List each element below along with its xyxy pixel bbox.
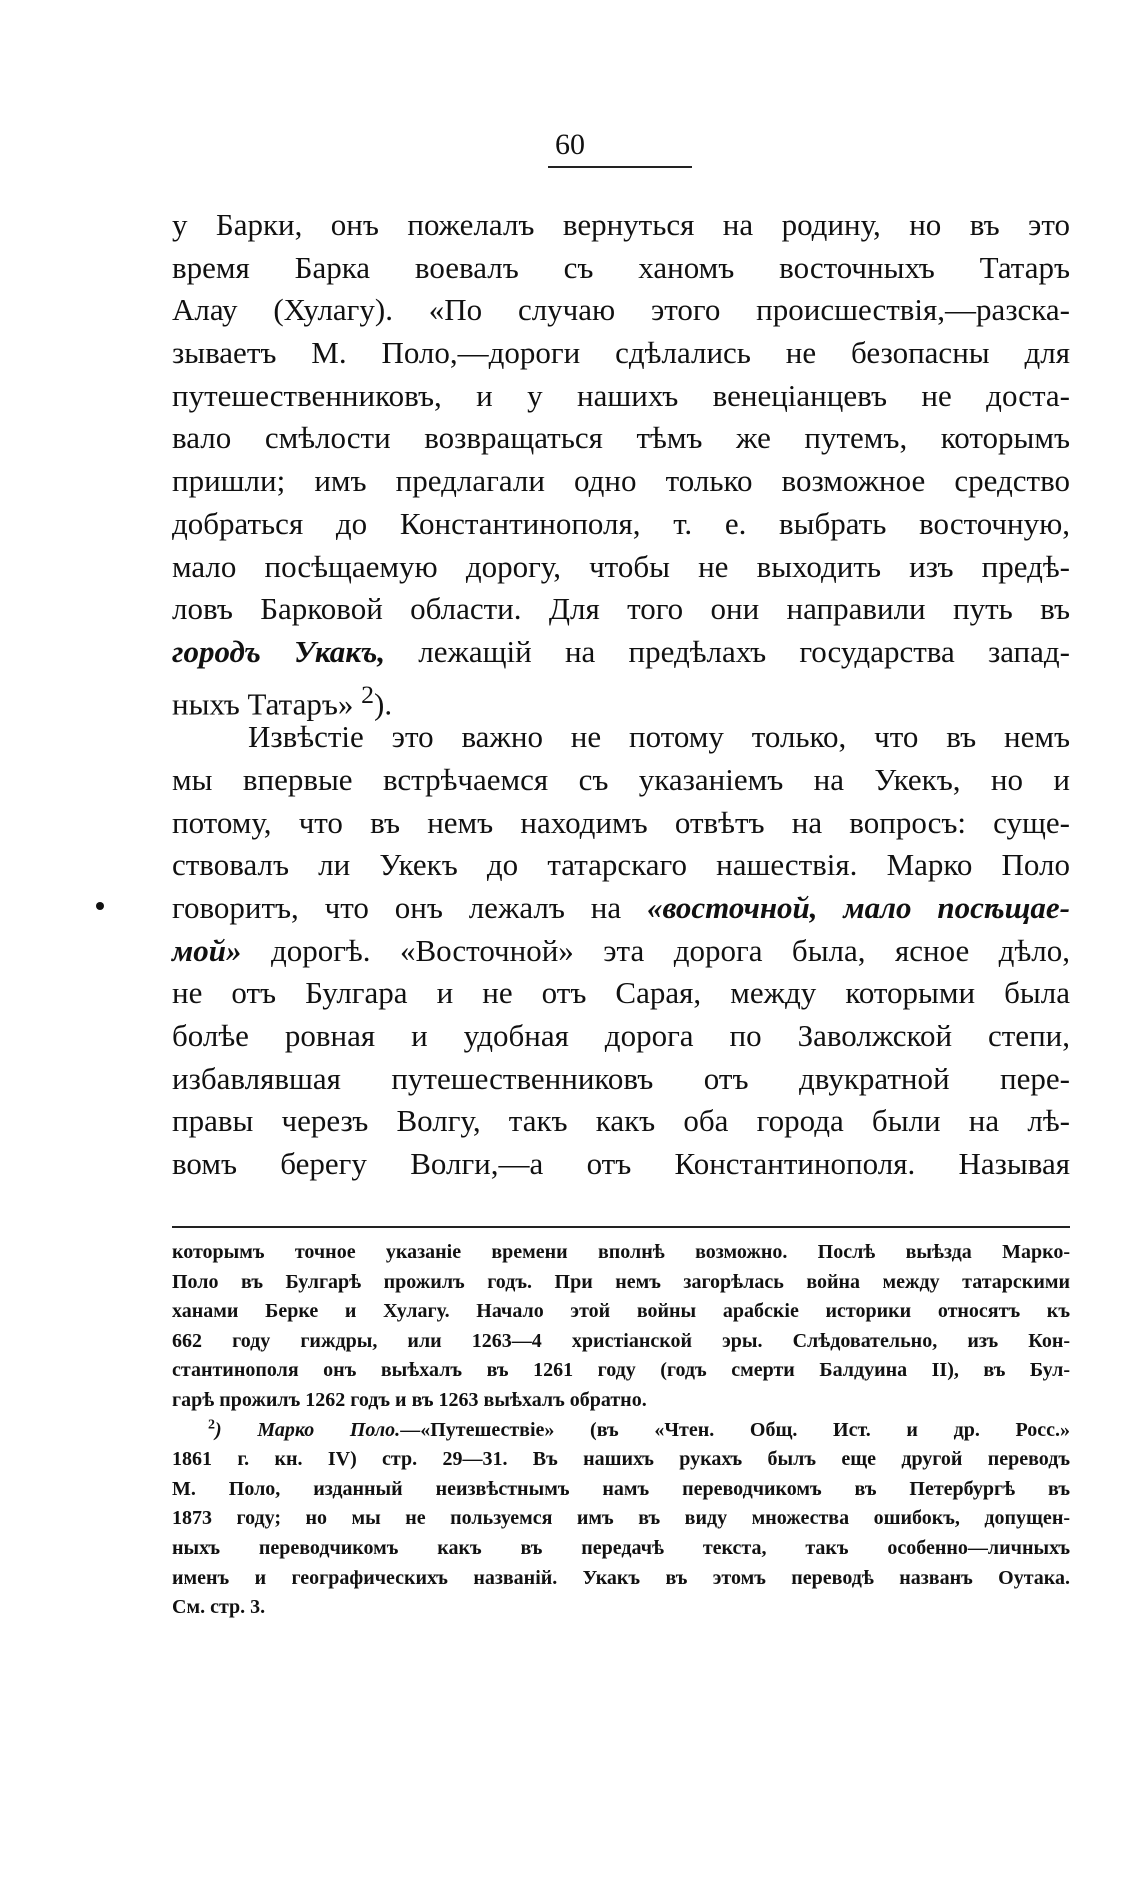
footnote-line: именъ и географическихъ названій. Укакъ въ этомъ переводѣ названъ Оутака. — [172, 1566, 1070, 1589]
text-line: городъ Укакъ, лежащій на предѣлахъ государства запад- — [172, 633, 1070, 669]
text-line: ловъ Барковой области. Для того они направили путь въ — [172, 591, 1070, 627]
paragraph-first-line: Извѣстіе это важно не потому только, что въ немъ — [248, 719, 1070, 755]
text-line: не отъ Булгара и не отъ Сарая, между которыми была — [172, 975, 1070, 1011]
footnote-line: гарѣ прожилъ 1262 годъ и въ 1263 выѣхалъ обратно. — [172, 1388, 647, 1411]
text-line: вомъ берегу Волги,—а отъ Константинополя. Называя — [172, 1146, 1070, 1182]
text-line: путешественниковъ, и у нашихъ венеціанцевъ не доста- — [172, 377, 1070, 413]
footnote-marker: 2 — [208, 1416, 215, 1432]
text-line: вало смѣлости возвращаться тѣмъ же путемъ, которымъ — [172, 420, 1070, 456]
main-text — [172, 204, 1070, 1186]
text-line: пришли; имъ предлагали одно только возможное средство — [172, 463, 1070, 499]
text-line: болѣе ровная и удобная дорога по Заволжской степи, — [172, 1018, 1070, 1054]
footnote-line: 662 году гиждры, или 1263—4 христіанской эры. Слѣдовательно, изъ Кон- — [172, 1329, 1070, 1352]
footnote-reference: 2 — [361, 679, 375, 709]
footnote-line: ханами Берке и Хулагу. Начало этой войны арабскіе историки относятъ къ — [172, 1300, 1070, 1323]
footnote-line: Поло въ Булгарѣ прожилъ годъ. При немъ загорѣлась война между татарскими — [172, 1270, 1070, 1293]
footnote-line: которымъ точное указаніе времени вполнѣ возможно. Послѣ выѣзда Марко- — [172, 1241, 1070, 1263]
footnote-line: ныхъ переводчикомъ какъ въ передачѣ текста, такъ особенно—личныхъ — [172, 1536, 1070, 1559]
text-line: правы черезъ Волгу, такъ какъ оба города были на лѣ- — [172, 1103, 1070, 1139]
footnote-line: 1873 году; но мы не пользуемся имъ въ виду множества ошибокъ, допущен- — [172, 1507, 1070, 1530]
footnote-2-start: $^2$) Марко Поло.—«Путешествіе» (въ «Чтен. Общ. Ист. и др. Росс.» — [208, 1416, 1070, 1441]
italic-quote: «восточной, мало посѣщае- — [646, 890, 1070, 925]
text-line: говоритъ, что онъ лежалъ на «восточной, мало посѣщае- — [172, 890, 1070, 925]
italic-place-name: городъ Укакъ, — [172, 633, 386, 669]
footnote-line: См. стр. 3. — [172, 1596, 266, 1619]
text-line: время Барка воевалъ съ ханомъ восточныхъ Татаръ — [172, 249, 1070, 285]
footnotes — [172, 1238, 1070, 1623]
text-line: Алау (Хулагу). «По случаю этого происшествія,—разска- — [172, 292, 1070, 328]
header-rule — [548, 166, 692, 168]
text-line: добраться до Константинополя, т. е. выбрать восточную, — [172, 505, 1070, 541]
text-line: мой» дорогѣ. «Восточной» эта дорога была, ясное дѣло, — [172, 932, 1070, 968]
text-line: мало посѣщаемую дорогу, чтобы не выходить изъ предѣ- — [172, 548, 1070, 584]
text-line: избавлявшая путешественниковъ отъ двукратной пере- — [172, 1060, 1070, 1096]
text-line: у Барки, онъ пожелалъ вернуться на родину, но въ это — [172, 207, 1070, 242]
footnote-line: 1861 г. кн. IV) стр. 29—31. Въ нашихъ рукахъ былъ еще другой переводъ — [172, 1448, 1070, 1471]
text-line: ствовалъ ли Укекъ до татарскаго нашествія. Марко Поло — [172, 847, 1070, 883]
footnote-rule — [172, 1226, 1070, 1228]
italic-quote: мой» — [172, 932, 242, 968]
text-line: потому, что въ немъ находимъ отвѣтъ на вопросъ: суще- — [172, 804, 1070, 840]
page-number: 60 — [555, 128, 585, 161]
text-line: мы впервые встрѣчаемся съ указаніемъ на Укекъ, но и — [172, 761, 1070, 797]
italic-author-title: ) Марко Поло. — [215, 1418, 401, 1441]
footnote-line: М. Поло, изданный неизвѣстнымъ намъ переводчикомъ въ Петербургѣ въ — [172, 1477, 1070, 1500]
margin-mark — [96, 902, 104, 910]
text-line: зываетъ М. Поло,—дороги сдѣлались не безопасны для — [172, 335, 1070, 371]
footnote-line: стантинополя онъ выѣхалъ въ 1261 году (годъ смерти Балдуина II), въ Бул- — [172, 1359, 1070, 1382]
text-line: ныхъ Татаръ» $^2$). — [172, 679, 393, 721]
